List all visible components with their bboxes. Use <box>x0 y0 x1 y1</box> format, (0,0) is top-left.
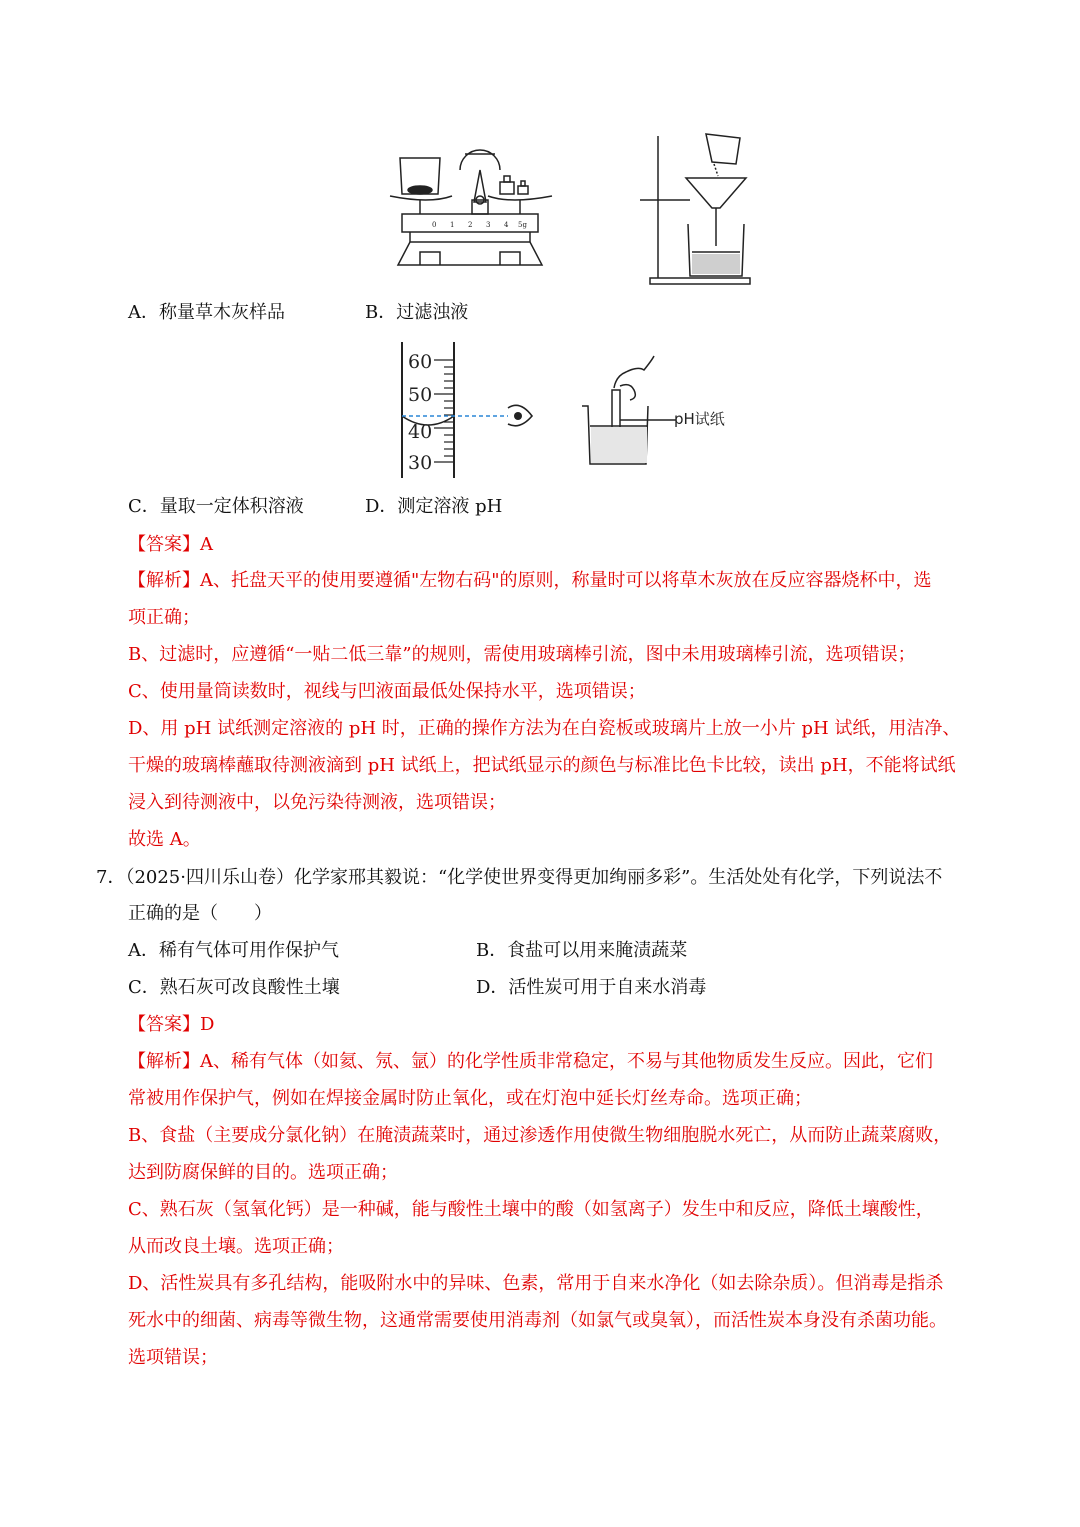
tick-60: 60 <box>408 351 433 373</box>
q7-analysis-line: 选项错误； <box>128 1347 218 1368</box>
q6-analysis-line: 浸入到待测液中，以免污染待测液，选项错误； <box>128 792 506 813</box>
balance-figure <box>380 130 560 270</box>
scale-0: 0 <box>432 221 437 229</box>
q7-option-b: B．食盐可以用来腌渍蔬菜 <box>476 940 688 961</box>
q6-analysis-line: C、使用量筒读数时，视线与凹液面最低处保持水平，选项错误； <box>128 681 646 702</box>
ph-test-figure <box>578 346 758 471</box>
q7-analysis-line: C、熟石灰（氢氧化钙）是一种碱，能与酸性土壤中的酸（如氢离子）发生中和反应，降低土壤酸性， <box>128 1199 934 1220</box>
q6-option-a: A．称量草木灰样品 <box>128 302 285 323</box>
q7-analysis-line: 从而改良土壤。选项正确； <box>128 1236 344 1257</box>
q6-option-c: C．量取一定体积溶液 <box>128 496 304 517</box>
q7-analysis-line: D、活性炭具有多孔结构，能吸附水中的异味、色素，常用于自来水净化（如去除杂质）。但消毒是指杀 <box>128 1273 944 1294</box>
q6-analysis-line: 干燥的玻璃棒蘸取待测液滴到 pH 试纸上，把试纸显示的颜色与标准比色卡比较，读出 pH，不能将试纸 <box>128 755 956 776</box>
tick-40: 40 <box>408 421 433 443</box>
q7-option-c: C．熟石灰可改良酸性土壤 <box>128 977 340 998</box>
q7-option-d: D．活性炭可用于自来水消毒 <box>476 977 707 998</box>
q6-analysis-line: 【解析】A、托盘天平的使用要遵循"左物右码"的原则，称量时可以将草木灰放在反应容器烧杯中，选 <box>128 570 932 591</box>
q7-analysis-line: 死水中的细菌、病毒等微生物，这通常需要使用消毒剂（如氯气或臭氧），而活性炭本身没有杀菌功能。 <box>128 1310 947 1331</box>
tick-30: 30 <box>408 452 433 474</box>
scale-1: 1 <box>450 221 455 229</box>
filtration-figure <box>630 128 770 288</box>
tick-50: 50 <box>408 384 433 406</box>
q6-option-d: D．测定溶液 pH <box>365 496 503 517</box>
cylinder-figure <box>388 338 538 483</box>
q6-conclusion: 故选 A。 <box>128 829 201 850</box>
scale-4: 4 <box>504 221 509 229</box>
q7-analysis-line: B、食盐（主要成分氯化钠）在腌渍蔬菜时，通过渗透作用使微生物细胞脱水死亡，从而防止蔬菜腐败， <box>128 1125 952 1146</box>
q7-stem-cont: 正确的是（ ） <box>128 903 272 924</box>
q7-option-a: A．稀有气体可用作保护气 <box>128 940 339 961</box>
q7-analysis-line: 【解析】A、稀有气体（如氦、氖、氩）的化学性质非常稳定，不易与其他物质发生反应。因此，它们 <box>128 1051 933 1072</box>
q6-analysis-line: B、过滤时，应遵循“一贴二低三靠”的规则，需使用玻璃棒引流，图中未用玻璃棒引流，选项错误； <box>128 644 916 665</box>
q6-answer: 【答案】A <box>128 534 213 555</box>
q7-answer: 【答案】D <box>128 1014 215 1035</box>
scale-2: 2 <box>468 221 473 229</box>
q6-analysis-line: D、用 pH 试纸测定溶液的 pH 时，正确的操作方法为在白瓷板或玻璃片上放一小片 pH 试纸，用洁净、 <box>128 718 961 739</box>
q7-analysis-line: 常被用作保护气，例如在焊接金属时防止氧化，或在灯泡中延长灯丝寿命。选项正确； <box>128 1088 812 1109</box>
scale-3: 3 <box>486 221 491 229</box>
scale-5g: 5g <box>518 221 527 229</box>
q7-stem: 7．（2025·四川乐山卷）化学家邢其毅说：“化学使世界变得更加绚丽多彩”。生活处处有化学，下列说法不 <box>96 867 943 888</box>
q6-analysis-line: 项正确； <box>128 607 200 628</box>
ph-paper-label: pH试纸 <box>674 410 725 428</box>
q6-option-b: B．过滤浊液 <box>365 302 469 323</box>
q7-analysis-line: 达到防腐保鲜的目的。选项正确； <box>128 1162 398 1183</box>
